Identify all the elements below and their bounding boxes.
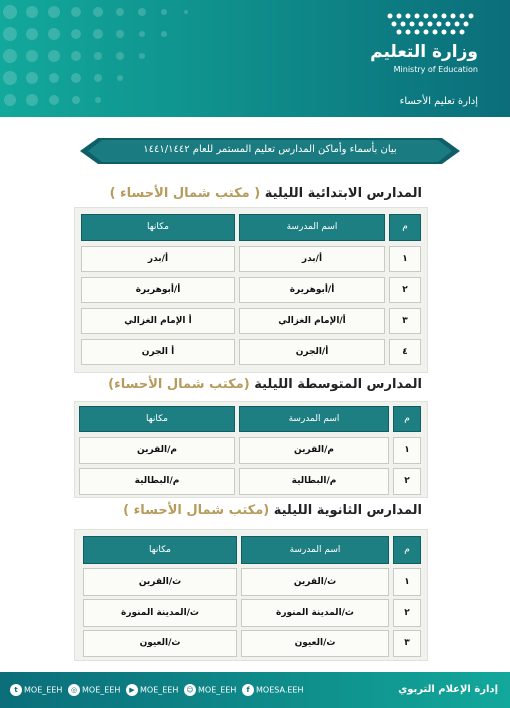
social-twitter[interactable] (10, 684, 62, 698)
instagram-icon: ◎ (68, 684, 80, 696)
row-location: أ الإمام الغزالي (81, 308, 235, 334)
row-school: م/القرين (239, 437, 389, 464)
row-school: م/البطالية (239, 468, 389, 495)
row-num: ٣ (389, 308, 421, 334)
row-location: م/البطالية (79, 468, 235, 495)
decorative-dots (0, 0, 220, 117)
row-num: ٢ (389, 277, 421, 303)
social-instagram[interactable] (68, 684, 120, 698)
logo-arabic-text: وزارة التعليم (370, 42, 478, 62)
row-num: ٢ (393, 468, 421, 495)
section-title-secondary (123, 503, 422, 518)
row-num: ١ (393, 437, 421, 464)
social-handle: MOE_EEH (140, 685, 179, 695)
social-youtube[interactable] (126, 684, 178, 698)
col-header-school: اسم المدرسة (241, 536, 389, 564)
twitter-icon: t (10, 684, 22, 696)
section-title-text: المدارس المتوسطة الليلية (254, 377, 422, 392)
row-location: ث/المدينة المنورة (83, 599, 237, 627)
social-facebook[interactable] (242, 684, 303, 698)
row-num: ٢ (393, 599, 421, 627)
col-header-num: م (393, 536, 421, 564)
logo-dots-icon (386, 12, 478, 36)
header-banner (0, 0, 510, 117)
row-school: ث/القرين (241, 568, 389, 596)
snapchat-icon: ☺ (184, 684, 196, 696)
row-location: أ الجرن (81, 339, 235, 365)
row-num: ١ (389, 246, 421, 272)
media-department-label: إدارة الإعلام التربوي (398, 684, 498, 695)
row-location: أ/بدر (81, 246, 235, 272)
row-location: م/القرين (79, 437, 235, 464)
col-header-num: م (389, 214, 421, 241)
col-header-num: م (393, 406, 421, 432)
secondary-schools-table (74, 529, 428, 661)
department-subtitle: إدارة تعليم الأحساء (399, 96, 478, 107)
row-location: أ/أبوهريرة (81, 277, 235, 303)
social-handle: MOE_EEH (24, 685, 63, 695)
social-handle: MOE_EEH (198, 685, 237, 695)
section-office-label: (مكتب شمال الأحساء ) (123, 503, 270, 518)
document-title: بيان بأسماء وأماكن المدارس تعليم المستمر للعام ١٤٤١/١٤٤٢ (143, 144, 397, 155)
intermediate-schools-table (74, 401, 428, 498)
section-office-label: (مكتب شمال الأحساء) (108, 377, 250, 392)
col-header-location: مكانها (83, 536, 237, 564)
row-location: ث/القرين (83, 568, 237, 596)
youtube-icon: ▶ (126, 684, 138, 696)
col-header-school: اسم المدرسة (239, 406, 389, 432)
row-location: ث/العيون (83, 630, 237, 657)
row-school: أ/أبوهريرة (239, 277, 385, 303)
primary-schools-table (74, 207, 428, 373)
section-office-label: ( مكتب شمال الأحساء ) (109, 186, 261, 201)
facebook-icon: f (242, 684, 254, 696)
ministry-logo (370, 12, 478, 107)
social-snapchat[interactable] (184, 684, 236, 698)
row-school: ث/العيون (241, 630, 389, 657)
row-school: ث/المدينة المنورة (241, 599, 389, 627)
col-header-school: اسم المدرسة (239, 214, 385, 241)
logo-english-text: Ministry of Education (393, 65, 478, 74)
section-title-text: المدارس الابتدائية الليلية (264, 186, 422, 201)
social-handle: MOE_EEH (82, 685, 121, 695)
section-title-text: المدارس الثانوية الليلية (273, 503, 422, 518)
col-header-location: مكانها (81, 214, 235, 241)
section-title-intermediate (108, 377, 422, 392)
row-num: ٣ (393, 630, 421, 657)
row-school: أ/الجرن (239, 339, 385, 365)
row-school: أ/بدر (239, 246, 385, 272)
document-title-band (80, 136, 460, 166)
col-header-location: مكانها (79, 406, 235, 432)
footer-bar (0, 672, 510, 708)
row-num: ١ (393, 568, 421, 596)
row-school: أ/الإمام الغزالي (239, 308, 385, 334)
section-title-primary (110, 186, 422, 201)
row-num: ٤ (389, 339, 421, 365)
social-handle: MOESA.EEH (256, 685, 304, 695)
